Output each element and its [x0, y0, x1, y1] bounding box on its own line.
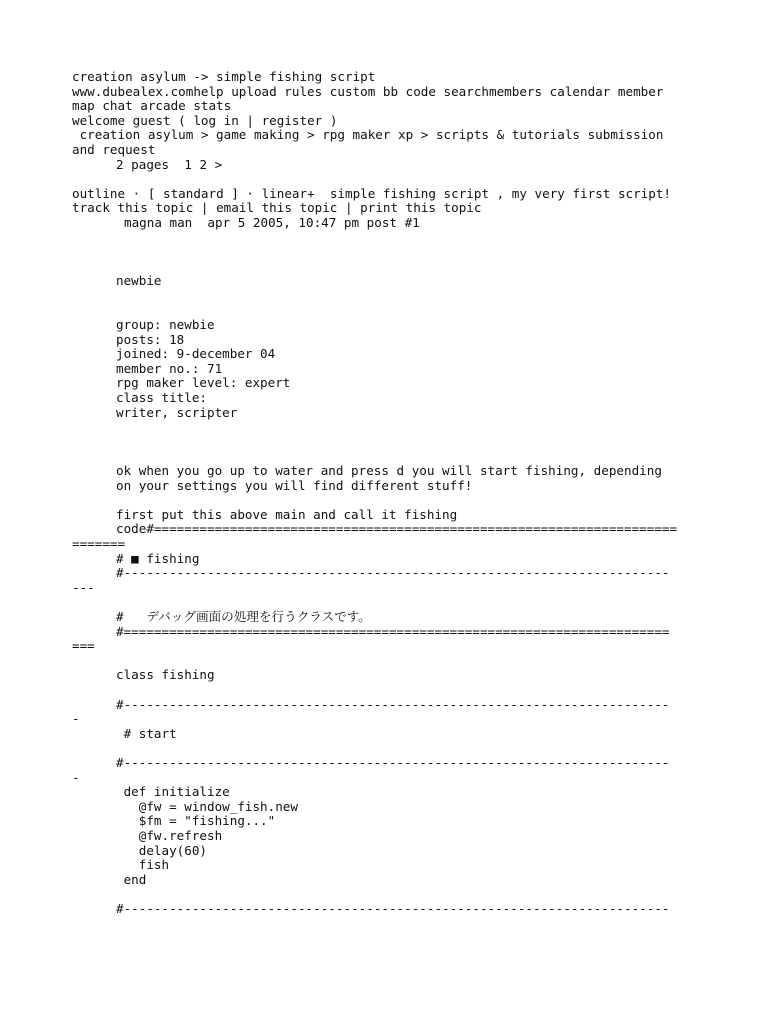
- linear-view-link[interactable]: linear+: [261, 185, 315, 201]
- options-separator: |: [337, 200, 361, 216]
- code-line-wrap: -: [72, 711, 80, 727]
- nav-links-line-1[interactable]: www.dubealex.comhelp upload rules custom bb code searchmembers calendar member: [72, 83, 664, 99]
- profile-posts: posts: 18: [116, 331, 185, 347]
- page-link-1[interactable]: 1: [184, 156, 192, 172]
- blank-line: [72, 595, 712, 610]
- code-line-wrap: -: [72, 769, 80, 785]
- code-line: #========================================================================: [116, 623, 670, 639]
- breadcrumb[interactable]: creation asylum > game making > rpg maker xp > scripts & tutorials submission: [72, 127, 664, 143]
- topic-title: simple fishing script , my very first script!: [314, 185, 672, 201]
- code-line: end: [116, 871, 147, 887]
- breadcrumb-continued[interactable]: and request: [72, 141, 156, 157]
- page-next-link[interactable]: >: [214, 156, 223, 172]
- profile-rpg-level: rpg maker level: expert: [116, 375, 291, 391]
- blank-line: [72, 654, 712, 669]
- code-comment-line: # デバッグ画面の処理を行うクラスです。: [116, 609, 371, 624]
- code-line: delay(60): [116, 842, 207, 858]
- welcome-prefix: welcome guest (: [72, 112, 194, 128]
- profile-class-title-label: class title:: [116, 390, 207, 406]
- page-link-2[interactable]: 2: [199, 156, 208, 172]
- forum-page: [72, 70, 712, 916]
- topic-view-bar: [72, 187, 712, 202]
- pagination-label: 2 pages: [116, 156, 185, 172]
- code-line: fish: [116, 857, 170, 873]
- code-line: # ■ fishing: [116, 550, 200, 566]
- member-rank: newbie: [116, 273, 162, 289]
- topic-options-bar: [72, 201, 712, 216]
- spacer: [72, 420, 712, 464]
- standard-view-link[interactable]: [ standard ]: [147, 185, 239, 201]
- profile-class-title: writer, scripter: [116, 404, 238, 420]
- code-line: @fw.refresh: [116, 827, 223, 843]
- code-line: def initialize: [116, 784, 230, 800]
- print-topic-link[interactable]: print this topic: [360, 200, 482, 216]
- spacer: [72, 289, 712, 318]
- code-line: # start: [116, 725, 177, 741]
- code-line: #------------------------------------------------------------------------: [116, 900, 670, 916]
- page-title: creation asylum -> simple fishing script: [72, 69, 376, 84]
- code-line: #------------------------------------------------------------------------: [116, 696, 670, 712]
- profile-group: group: newbie: [116, 317, 215, 333]
- blank-line: [72, 493, 712, 508]
- register-link[interactable]: register: [261, 112, 323, 128]
- blank-line: [72, 887, 712, 902]
- blank-line: [72, 741, 712, 756]
- login-link[interactable]: log in: [193, 112, 239, 128]
- outline-view-link[interactable]: outline: [72, 185, 126, 201]
- profile-joined: joined: 9-december 04: [116, 346, 276, 362]
- post-date: apr 5 2005, 10:47 pm: [207, 214, 360, 230]
- view-separator: ·: [125, 185, 148, 201]
- code-line: #------------------------------------------------------------------------: [116, 754, 670, 770]
- code-line: @fw = window_fish.new: [116, 798, 298, 814]
- view-separator: ·: [238, 185, 262, 201]
- code-line-wrap: ---: [72, 579, 95, 595]
- post-header: [72, 216, 712, 231]
- email-topic-link[interactable]: email this topic: [216, 200, 338, 216]
- code-line: code#=====================================================================: [116, 521, 678, 537]
- nav-links-line-2[interactable]: map chat arcade stats: [72, 98, 232, 114]
- code-line-wrap: =======: [72, 536, 126, 552]
- post-author-link[interactable]: magna man: [124, 214, 193, 230]
- pagination: [72, 158, 712, 173]
- post-body-line: first put this above main and call it fishing: [116, 506, 458, 522]
- track-topic-link[interactable]: track this topic: [72, 200, 194, 216]
- blank-line: [72, 683, 712, 698]
- login-separator: |: [238, 112, 262, 128]
- options-separator: |: [193, 200, 217, 216]
- code-line: #------------------------------------------------------------------------: [116, 565, 670, 581]
- code-line: class fishing: [116, 667, 215, 683]
- post-number-link[interactable]: post #1: [366, 214, 420, 230]
- code-line: $fm = "fishing...": [116, 813, 276, 829]
- post-body-line: on your settings you will find different stuff!: [116, 477, 473, 493]
- welcome-suffix: ): [322, 112, 338, 128]
- avatar-space: [72, 231, 712, 275]
- blank-line: [72, 172, 712, 187]
- code-line-wrap: ===: [72, 638, 95, 654]
- post-body-line: ok when you go up to water and press d you will start fishing, depending: [116, 463, 662, 479]
- profile-member-no: member no.: 71: [116, 360, 223, 376]
- welcome-line: [72, 114, 712, 129]
